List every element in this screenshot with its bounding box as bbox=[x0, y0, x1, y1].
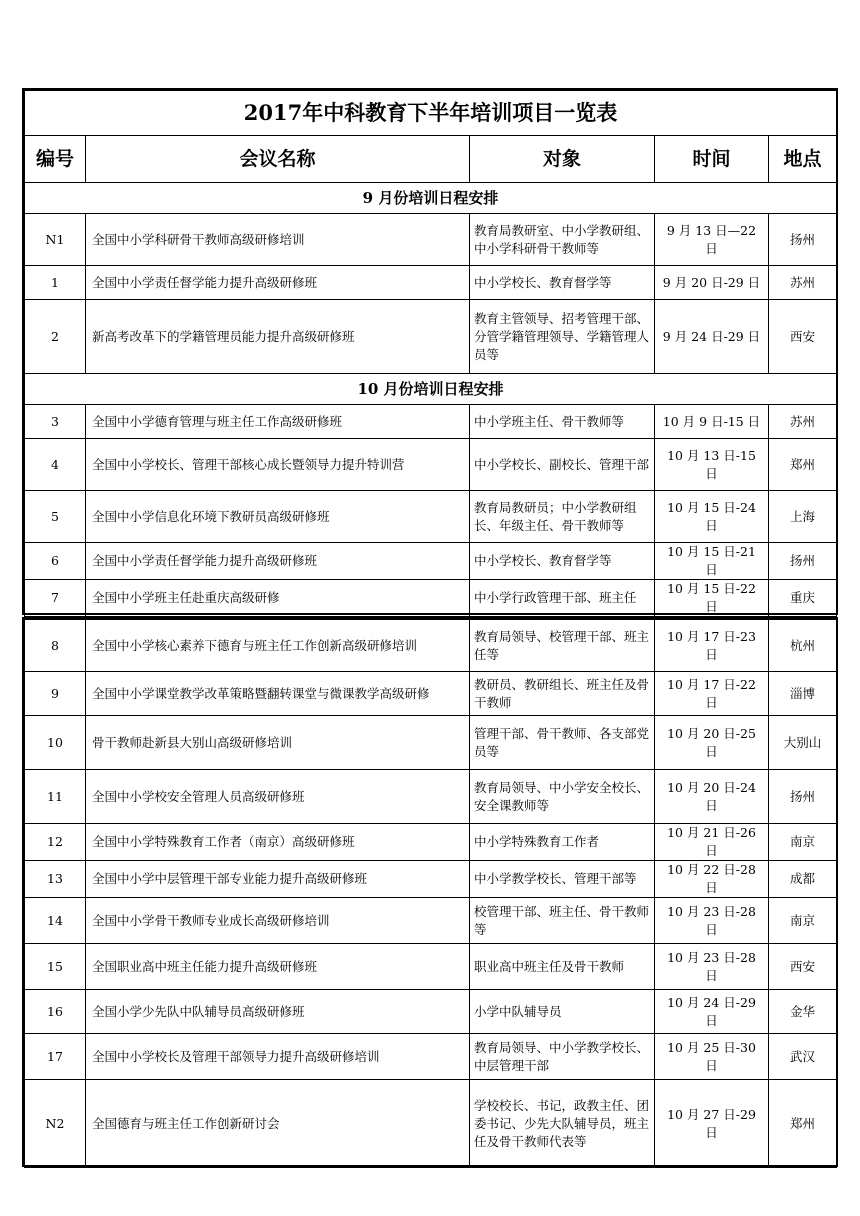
row-time: 9 月 13 日—22 日 bbox=[655, 214, 769, 266]
row-time: 10 月 21 日-26 日 bbox=[655, 824, 769, 861]
table-row bbox=[25, 944, 837, 990]
row-location: 苏州 bbox=[769, 405, 837, 439]
table-row bbox=[25, 405, 837, 439]
row-location: 成都 bbox=[769, 861, 837, 898]
table-row bbox=[25, 672, 837, 716]
table-row bbox=[25, 439, 837, 491]
schedule-table-page2 bbox=[22, 617, 838, 1167]
section-row-october bbox=[25, 374, 837, 405]
row-number: 2 bbox=[25, 300, 86, 374]
page-title: 2017年中科教育下半年培训项目一览表 bbox=[25, 91, 837, 136]
row-number: 5 bbox=[25, 491, 86, 543]
row-audience: 小学中队辅导员 bbox=[470, 990, 655, 1034]
table-row bbox=[25, 716, 837, 770]
row-number: 8 bbox=[25, 620, 86, 672]
header-name: 会议名称 bbox=[86, 136, 470, 183]
section-title-october: 10 月份培训日程安排 bbox=[25, 374, 837, 405]
row-audience: 管理干部、骨干教师、各支部党员等 bbox=[470, 716, 655, 770]
row-time: 10 月 20 日-25 日 bbox=[655, 716, 769, 770]
row-location: 扬州 bbox=[769, 770, 837, 824]
row-location: 金华 bbox=[769, 990, 837, 1034]
row-audience: 教育局领导、中小学安全校长、安全课教师等 bbox=[470, 770, 655, 824]
row-number: 16 bbox=[25, 990, 86, 1034]
row-course-name: 全国中小学班主任赴重庆高级研修 bbox=[86, 580, 470, 617]
row-location: 郑州 bbox=[769, 1080, 837, 1168]
table-row bbox=[25, 300, 837, 374]
table-row bbox=[25, 543, 837, 580]
row-course-name: 全国职业高中班主任能力提升高级研修班 bbox=[86, 944, 470, 990]
row-location: 上海 bbox=[769, 491, 837, 543]
row-course-name: 全国德育与班主任工作创新研讨会 bbox=[86, 1080, 470, 1168]
row-time: 10 月 27 日-29 日 bbox=[655, 1080, 769, 1168]
row-time: 10 月 17 日-22 日 bbox=[655, 672, 769, 716]
table-row bbox=[25, 861, 837, 898]
row-audience: 中小学校长、教育督学等 bbox=[470, 266, 655, 300]
row-time: 10 月 15 日-22 日 bbox=[655, 580, 769, 617]
row-audience: 教育局教研室、中小学教研组、中小学科研骨干教师等 bbox=[470, 214, 655, 266]
row-course-name: 全国中小学特殊教育工作者（南京）高级研修班 bbox=[86, 824, 470, 861]
row-number: 13 bbox=[25, 861, 86, 898]
row-audience: 中小学校长、教育督学等 bbox=[470, 543, 655, 580]
table-row bbox=[25, 491, 837, 543]
row-audience: 校管理干部、班主任、骨干教师等 bbox=[470, 898, 655, 944]
table-row bbox=[25, 1080, 837, 1168]
row-location: 苏州 bbox=[769, 266, 837, 300]
row-course-name: 全国中小学中层管理干部专业能力提升高级研修班 bbox=[86, 861, 470, 898]
row-course-name: 全国中小学核心素养下德育与班主任工作创新高级研修培训 bbox=[86, 620, 470, 672]
row-number: 3 bbox=[25, 405, 86, 439]
row-course-name: 骨干教师赴新县大别山高级研修培训 bbox=[86, 716, 470, 770]
row-audience: 学校校长、书记，政教主任、团委书记、少先大队辅导员，班主任及骨干教师代表等 bbox=[470, 1080, 655, 1168]
row-location: 扬州 bbox=[769, 543, 837, 580]
table-row bbox=[25, 990, 837, 1034]
table-row bbox=[25, 824, 837, 861]
section-row-september bbox=[25, 183, 837, 214]
table-row bbox=[25, 620, 837, 672]
row-course-name: 全国中小学责任督学能力提升高级研修班 bbox=[86, 543, 470, 580]
row-time: 10 月 13 日-15 日 bbox=[655, 439, 769, 491]
header-time: 时间 bbox=[655, 136, 769, 183]
row-location: 西安 bbox=[769, 300, 837, 374]
row-audience: 中小学行政管理干部、班主任 bbox=[470, 580, 655, 617]
row-number: 7 bbox=[25, 580, 86, 617]
row-time: 9 月 24 日-29 日 bbox=[655, 300, 769, 374]
row-audience: 职业高中班主任及骨干教师 bbox=[470, 944, 655, 990]
row-course-name: 全国小学少先队中队辅导员高级研修班 bbox=[86, 990, 470, 1034]
row-audience: 中小学特殊教育工作者 bbox=[470, 824, 655, 861]
schedule-table-page1 bbox=[22, 88, 838, 615]
row-number: 12 bbox=[25, 824, 86, 861]
table-row bbox=[25, 898, 837, 944]
row-course-name: 全国中小学课堂教学改革策略暨翻转课堂与微课教学高级研修 bbox=[86, 672, 470, 716]
row-location: 武汉 bbox=[769, 1034, 837, 1080]
row-time: 10 月 23 日-28 日 bbox=[655, 944, 769, 990]
header-row bbox=[25, 136, 837, 183]
row-number: 1 bbox=[25, 266, 86, 300]
row-time: 10 月 22 日-28 日 bbox=[655, 861, 769, 898]
row-course-name: 全国中小学科研骨干教师高级研修培训 bbox=[86, 214, 470, 266]
row-location: 南京 bbox=[769, 898, 837, 944]
row-number: N1 bbox=[25, 214, 86, 266]
row-time: 10 月 24 日-29 日 bbox=[655, 990, 769, 1034]
row-audience: 教育局领导、中小学教学校长、中层管理干部 bbox=[470, 1034, 655, 1080]
row-number: 11 bbox=[25, 770, 86, 824]
row-location: 大别山 bbox=[769, 716, 837, 770]
row-location: 杭州 bbox=[769, 620, 837, 672]
row-course-name: 全国中小学校长、管理干部核心成长暨领导力提升特训营 bbox=[86, 439, 470, 491]
row-time: 9 月 20 日-29 日 bbox=[655, 266, 769, 300]
row-number: 9 bbox=[25, 672, 86, 716]
row-location: 重庆 bbox=[769, 580, 837, 617]
row-time: 10 月 25 日-30 日 bbox=[655, 1034, 769, 1080]
row-time: 10 月 17 日-23 日 bbox=[655, 620, 769, 672]
row-number: 10 bbox=[25, 716, 86, 770]
row-number: 15 bbox=[25, 944, 86, 990]
header-no: 编号 bbox=[25, 136, 86, 183]
row-location: 郑州 bbox=[769, 439, 837, 491]
schedule-table-continued bbox=[24, 619, 837, 1168]
section-title-september: 9 月份培训日程安排 bbox=[25, 183, 837, 214]
row-audience: 中小学班主任、骨干教师等 bbox=[470, 405, 655, 439]
row-course-name: 新高考改革下的学籍管理员能力提升高级研修班 bbox=[86, 300, 470, 374]
row-number: 17 bbox=[25, 1034, 86, 1080]
row-location: 淄博 bbox=[769, 672, 837, 716]
row-course-name: 全国中小学校安全管理人员高级研修班 bbox=[86, 770, 470, 824]
row-time: 10 月 9 日-15 日 bbox=[655, 405, 769, 439]
header-audience: 对象 bbox=[470, 136, 655, 183]
schedule-table bbox=[24, 90, 837, 617]
row-audience: 教育局领导、校管理干部、班主任等 bbox=[470, 620, 655, 672]
header-location: 地点 bbox=[769, 136, 837, 183]
row-audience: 教育局教研员；中小学教研组长、年级主任、骨干教师等 bbox=[470, 491, 655, 543]
row-time: 10 月 15 日-21 日 bbox=[655, 543, 769, 580]
row-time: 10 月 20 日-24 日 bbox=[655, 770, 769, 824]
table-row bbox=[25, 266, 837, 300]
row-location: 南京 bbox=[769, 824, 837, 861]
table-row bbox=[25, 214, 837, 266]
row-course-name: 全国中小学骨干教师专业成长高级研修培训 bbox=[86, 898, 470, 944]
row-time: 10 月 23 日-28 日 bbox=[655, 898, 769, 944]
table-row bbox=[25, 770, 837, 824]
row-location: 西安 bbox=[769, 944, 837, 990]
row-number: 4 bbox=[25, 439, 86, 491]
table-row bbox=[25, 1034, 837, 1080]
row-audience: 中小学教学校长、管理干部等 bbox=[470, 861, 655, 898]
row-course-name: 全国中小学责任督学能力提升高级研修班 bbox=[86, 266, 470, 300]
row-audience: 中小学校长、副校长、管理干部 bbox=[470, 439, 655, 491]
row-audience: 教研员、教研组长、班主任及骨干教师 bbox=[470, 672, 655, 716]
row-audience: 教育主管领导、招考管理干部、分管学籍管理领导、学籍管理人员等 bbox=[470, 300, 655, 374]
row-course-name: 全国中小学德育管理与班主任工作高级研修班 bbox=[86, 405, 470, 439]
table-row bbox=[25, 580, 837, 617]
row-number: 6 bbox=[25, 543, 86, 580]
row-number: 14 bbox=[25, 898, 86, 944]
row-course-name: 全国中小学校长及管理干部领导力提升高级研修培训 bbox=[86, 1034, 470, 1080]
row-course-name: 全国中小学信息化环境下教研员高级研修班 bbox=[86, 491, 470, 543]
row-number: N2 bbox=[25, 1080, 86, 1168]
row-time: 10 月 15 日-24 日 bbox=[655, 491, 769, 543]
row-location: 扬州 bbox=[769, 214, 837, 266]
